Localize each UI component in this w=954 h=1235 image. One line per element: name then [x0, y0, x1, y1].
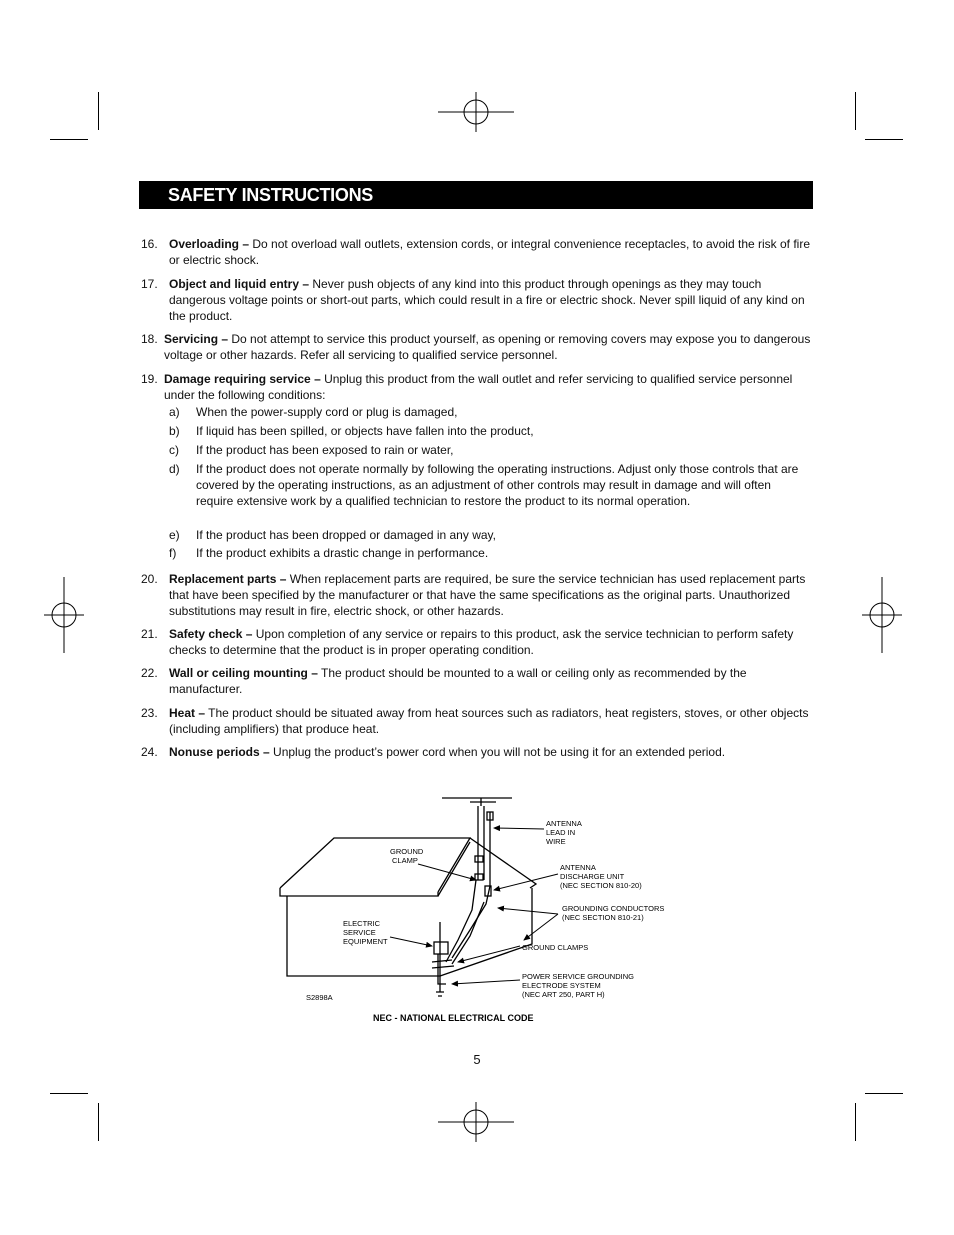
item-title: Safety check – — [169, 627, 253, 641]
instruction-19 — [141, 371, 811, 403]
house-roof — [280, 838, 470, 892]
instruction-23 — [141, 705, 811, 737]
crop-mark — [855, 92, 856, 130]
label-discharge-nec: (NEC SECTION 810-20) — [560, 881, 642, 890]
item-number: 19. — [141, 372, 158, 386]
item-number: 22. — [141, 666, 158, 680]
label-ground-clamps: GROUND CLAMPS — [522, 943, 589, 952]
item-text: Never push objects of any kind into this product through openings as they may touch dangerous voltage points or short-out parts, which could result in a fire or electric shock. Never spill liquid of any kind on the product. — [169, 277, 805, 323]
label-figure-code: S2898A — [306, 993, 333, 1002]
label-conductors-nec: (NEC SECTION 810-21) — [562, 913, 644, 922]
ground-electrode — [436, 976, 444, 996]
registration-mark-bottom — [438, 1100, 514, 1142]
condition-text: If the product has been dropped or damaged in any way, — [196, 528, 496, 542]
condition-letter: a) — [169, 405, 180, 419]
item-number: 17. — [141, 277, 158, 291]
crop-mark — [855, 1103, 856, 1141]
condition-letter: d) — [169, 462, 180, 476]
label-lead-in: LEAD IN — [546, 828, 576, 837]
item-number: 20. — [141, 572, 158, 586]
item-title: Object and liquid entry – — [169, 277, 310, 291]
diagram-labels — [306, 819, 664, 1002]
condition-letter: c) — [169, 443, 179, 457]
instruction-24 — [141, 744, 811, 760]
service-equipment-box — [434, 942, 448, 954]
item-text: Do not overload wall outlets, extension cords, or integral convenience receptacles, to avoid the risk of fire or electric shock. — [169, 237, 811, 267]
condition-letter: f) — [169, 546, 177, 560]
item-text: Do not attempt to service this product yourself, as opening or removing covers may expose you to dangerous voltage or other hazards. Refer all servicing to qualified service personnel. — [164, 332, 811, 362]
label-ground: GROUND — [390, 847, 424, 856]
condition-text: If the product does not operate normally by following the operating instructions. Adjust only those controls that are covered by the operating instructions, as an adjustment of other controls may result in damage and will often require extensive work by a qualified technician to restore the product to its normal operation. — [196, 462, 799, 508]
item-number: 21. — [141, 627, 158, 641]
label-wire: WIRE — [546, 837, 566, 846]
antenna-rod — [442, 798, 512, 802]
instruction-20 — [141, 571, 811, 619]
item-title: Damage requiring service – — [164, 372, 321, 386]
item-text: Unplug the product’s power cord when you will not be using it for an extended period. — [273, 745, 726, 759]
item-number: 24. — [141, 745, 158, 759]
registration-mark-left — [44, 577, 84, 653]
label-clamp: CLAMP — [392, 856, 418, 865]
item-title: Replacement parts – — [169, 572, 287, 586]
label-discharge-unit: DISCHARGE UNIT — [560, 872, 625, 881]
antenna-grounding-diagram — [270, 790, 680, 1030]
item-text: Upon completion of any service or repairs to this product, ask the service technician to perform safety checks to determine that the product is in proper operating condition. — [169, 627, 794, 657]
item-title: Servicing – — [164, 332, 229, 346]
crop-mark — [865, 139, 903, 140]
condition-text: When the power-supply cord or plug is damaged, — [196, 405, 458, 419]
condition-a — [169, 404, 811, 420]
instruction-18 — [141, 331, 811, 363]
crop-mark — [865, 1093, 903, 1094]
item-number: 16. — [141, 237, 158, 251]
condition-letter: b) — [169, 424, 180, 438]
label-antenna: ANTENNA — [546, 819, 582, 828]
instruction-17 — [141, 276, 811, 324]
label-discharge-antenna: ANTENNA — [560, 863, 596, 872]
antenna-mast — [478, 806, 484, 880]
condition-e — [169, 527, 811, 543]
condition-d — [169, 461, 811, 509]
item-title: Wall or ceiling mounting – — [169, 666, 318, 680]
registration-mark-top — [438, 92, 514, 136]
label-power-nec: (NEC ART 250, PART H) — [522, 990, 605, 999]
condition-text: If liquid has been spilled, or objects have fallen into the product, — [196, 424, 534, 438]
label-service: SERVICE — [343, 928, 376, 937]
crop-mark — [98, 1103, 99, 1141]
item-text: Unplug this product from the wall outlet and refer servicing to qualified service personnel under the following conditions: — [164, 372, 793, 402]
label-electrode-system: ELECTRODE SYSTEM — [522, 981, 601, 990]
item-number: 18. — [141, 332, 158, 346]
instruction-22 — [141, 665, 811, 697]
page-number: 5 — [473, 1052, 481, 1067]
item-title: Nonuse periods – — [169, 745, 270, 759]
condition-letter: e) — [169, 528, 180, 542]
condition-c — [169, 442, 811, 458]
diagram-caption: NEC - NATIONAL ELECTRICAL CODE — [373, 1013, 534, 1023]
instruction-16 — [141, 236, 811, 268]
crop-mark — [98, 92, 99, 130]
crop-mark — [50, 139, 88, 140]
item-text: When replacement parts are required, be sure the service technician has used replacement parts that have been specified by the manufacturer or that have the same specifications as the original parts. Unauthorized substitutions may result in fire, electric shock, or other hazards. — [169, 572, 806, 618]
condition-text: If the product has been exposed to rain or water, — [196, 443, 454, 457]
condition-f — [169, 545, 811, 561]
section-header — [139, 181, 813, 209]
instruction-21 — [141, 626, 811, 658]
item-title: Overloading – — [169, 237, 250, 251]
item-text: The product should be mounted to a wall or ceiling only as recommended by the manufacturer. — [169, 666, 747, 696]
label-grounding-conductors: GROUNDING CONDUCTORS — [562, 904, 665, 913]
label-electric: ELECTRIC — [343, 919, 381, 928]
condition-b — [169, 423, 811, 439]
section-title: SAFETY INSTRUCTIONS — [168, 185, 373, 205]
item-title: Heat – — [169, 706, 206, 720]
label-equipment: EQUIPMENT — [343, 937, 388, 946]
registration-mark-right — [862, 577, 902, 653]
condition-text: If the product exhibits a drastic change in performance. — [196, 546, 489, 560]
item-text: The product should be situated away from heat sources such as radiators, heat registers, stoves, or other objects (including amplifiers) that produce heat. — [169, 706, 809, 736]
item-number: 23. — [141, 706, 158, 720]
label-power-service: POWER SERVICE GROUNDING — [522, 972, 634, 981]
crop-mark — [50, 1093, 88, 1094]
